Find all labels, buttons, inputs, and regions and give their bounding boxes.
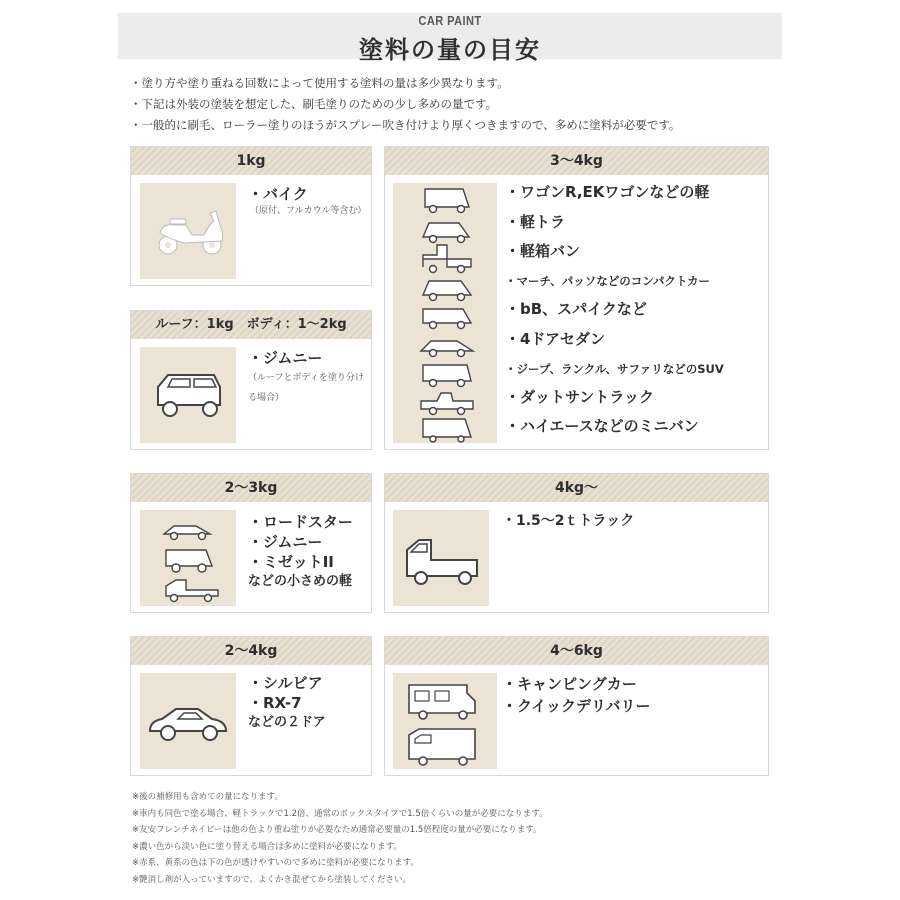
item-note: （ルーフとボディを塗り分け — [248, 373, 364, 383]
item-tail: などの小さめの軽 — [248, 574, 353, 589]
item-label: ・ジムニー — [248, 533, 323, 551]
box-1kg — [130, 146, 372, 286]
item-label: ・ダットサントラック — [505, 388, 654, 406]
box-heading: 4kg～ — [385, 474, 768, 502]
item-label: ・ハイエースなどのミニバン — [505, 417, 699, 435]
item-tail: などの２ドア — [248, 715, 326, 730]
vehicles-illustration — [393, 183, 497, 443]
truck-illustration — [393, 510, 489, 606]
item-label: ・ジープ、ランクル、サファリなどのSUV — [505, 362, 724, 376]
item-label: ・マーチ、パッソなどのコンパクトカー — [505, 274, 711, 288]
item-label: ・ロードスター — [248, 513, 353, 531]
box-roof-body — [130, 310, 372, 450]
title-subtitle: CAR PAINT — [418, 13, 482, 28]
box-heading: ルーフ：1kg ボディ：1～2kg — [131, 311, 371, 339]
footnote: ※艶消し剤が入っていますので、よくかき混ぜてから塗装してください。 — [132, 874, 411, 885]
small-car-stack-icon — [140, 510, 236, 606]
note-line: ・下記は外装の塗装を想定した、刷毛塗りのための少し多めの量です。 — [130, 97, 498, 111]
item-label: ・軽トラ — [505, 213, 566, 231]
truck-icon — [393, 510, 489, 606]
item-note: る場合） — [248, 393, 285, 403]
jimny-illustration — [140, 347, 236, 443]
item-label: ・ワゴンR,EKワゴンなどの軽 — [505, 183, 710, 201]
item-label: ・シルビア — [248, 674, 323, 692]
item-label: ・RX-7 — [248, 694, 302, 712]
camper-van-icon — [393, 673, 497, 769]
item-label: ・バイク — [248, 185, 308, 203]
footnote: ※車内も同色で塗る場合、軽トラックで1.2倍、通常のボックスタイプで1.5倍くらいの量が必要になります。 — [132, 808, 548, 819]
box-3-4kg — [384, 146, 769, 450]
footnote: ※赤系、黄系の色は下の色が透けやすいので多めに塗料が必要になります。 — [132, 858, 419, 868]
motorbike-illustration — [140, 183, 236, 279]
box-heading: 1kg — [131, 147, 371, 175]
item-label: ・キャンピングカー — [502, 675, 637, 693]
item-label: ・ミゼットII — [248, 553, 334, 571]
footnote: ※友安フレンチネイビーは他の色より重ね塗りが必要なため通常必要量の1.5倍程度の量が必要になります。 — [132, 825, 542, 835]
footnote: ※後の補修用も含めての量になります。 — [132, 792, 283, 802]
coupe-icon — [140, 673, 236, 769]
footnotes — [132, 789, 792, 888]
box-heading: 3～4kg — [385, 147, 768, 175]
item-label: ・軽箱バン — [505, 242, 581, 260]
title-banner — [118, 13, 782, 64]
box-2-4kg — [130, 636, 372, 776]
box-4-6kg — [384, 636, 769, 776]
item-label: ・bB、スパイクなど — [505, 300, 647, 318]
box-heading: 4～6kg — [385, 637, 768, 665]
intro-notes — [130, 73, 790, 136]
van-illustration — [393, 673, 497, 769]
note-line: ・塗り方や塗り重ねる回数によって使用する塗料の量は多少異なります。 — [130, 76, 509, 90]
page-title: 塗料の量の目安 — [359, 36, 541, 64]
item-label: ・4ドアセダン — [505, 330, 605, 348]
item-label: ・ジムニー — [248, 349, 323, 367]
item-label: ・1.5～2ｔトラック — [502, 513, 635, 529]
coupe-illustration — [140, 673, 236, 769]
suv-icon — [140, 347, 236, 443]
box-2-3kg — [130, 473, 372, 613]
item-note: （原付、フルカウル等含む） — [250, 206, 367, 216]
box-heading: 2～3kg — [131, 474, 371, 502]
box-4kg-plus — [384, 473, 769, 613]
small-cars-illustration — [140, 510, 236, 606]
note-line: ・一般的に刷毛、ローラー塗りのほうがスプレー吹き付けより厚くつきますので、多めに塗料が必要です。 — [130, 118, 681, 132]
box-heading: 2～4kg — [131, 637, 371, 665]
item-label: ・クイックデリバリー — [502, 697, 651, 715]
car-stack-icon — [393, 183, 497, 443]
scooter-icon — [140, 183, 236, 279]
footnote: ※濃い色から淡い色に塗り替える場合は多めに塗料が必要になります。 — [132, 841, 402, 852]
